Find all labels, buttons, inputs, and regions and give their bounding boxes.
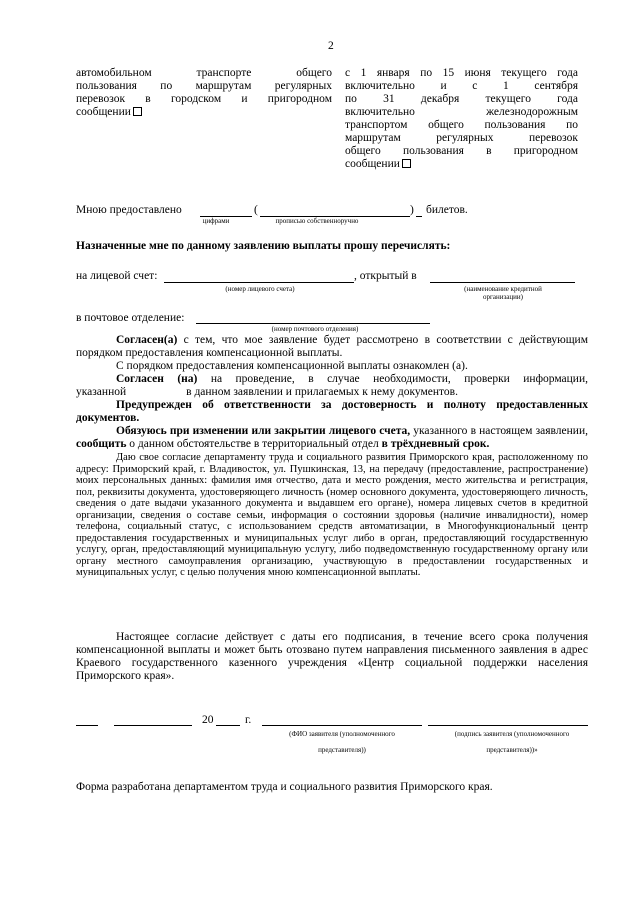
caption-signature: (подпись заявителя (уполномоченного представителя))» <box>454 730 570 754</box>
account-opened-label: , открытый в <box>354 270 417 282</box>
page-number: 2 <box>328 40 334 52</box>
underscore <box>416 216 422 217</box>
right-line-5: транспортом общего пользования по <box>345 119 578 131</box>
right-line-6: маршрутам регулярных перевозок <box>345 132 578 144</box>
paragraph-agree-check-2: указанной в данном заявлении и прилагаемых к нему документов. <box>76 386 458 398</box>
paragraph-agree-check: Согласен (на) на проведение, в случае необходимости, проверки информации, <box>116 373 588 385</box>
tickets-row <box>76 204 496 218</box>
year-prefix: 20 <box>202 714 214 726</box>
left-line-3: перевозок в городском и пригородном <box>76 93 332 105</box>
right-line-2: включительно и с 1 сентября <box>345 80 578 92</box>
right-line-4: включительно железнодорожным <box>345 106 578 118</box>
right-column <box>345 67 578 171</box>
bank-name-field[interactable] <box>430 282 575 283</box>
paren-open: ( <box>254 204 258 216</box>
tickets-prefix: Мною предоставлено <box>76 204 182 216</box>
paragraph-warned: Предупрежден об ответственности за достоверность и полноту предоставленных документов. <box>76 399 588 424</box>
paragraph-familiar: С порядком предоставления компенсационной выплаты ознакомлен (а). <box>116 360 468 372</box>
post-office-field[interactable] <box>196 323 430 324</box>
payment-heading: Назначенные мне по данному заявлению выплаты прошу перечислять: <box>76 240 451 252</box>
right-line-7: общего пользования в пригородном <box>345 145 578 157</box>
paragraph-undertake: Обязуюсь при изменении или закрытии лицевого счета, указанного в настоящем заявлении, сообщить о данном обстоятельстве в территориальный отдел в трёхдневный срок. <box>76 425 588 450</box>
checkbox[interactable] <box>402 159 411 168</box>
caption-account: (номер лицевого счета) <box>225 285 295 293</box>
account-label: на лицевой счет: <box>76 270 158 282</box>
left-column <box>76 67 332 119</box>
right-line-1: с 1 января по 15 июня текущего года <box>345 67 578 79</box>
post-label: в почтовое отделение: <box>76 312 185 324</box>
year-field[interactable] <box>216 725 240 726</box>
signature-field[interactable] <box>428 725 588 726</box>
left-line-4: сообщении <box>76 106 332 119</box>
paragraph-validity: Настоящее согласие действует с даты его подписания, в течение всего срока получения компенсационной выплаты и может быть отозвано путем направления письменного заявления в адрес Краевого государственного казенного учреждения «Центр социальной поддержки населения Приморского края». <box>76 631 588 682</box>
checkbox[interactable] <box>133 107 142 116</box>
caption-fio: (ФИО заявителя (уполномоченного представителя)) <box>289 730 395 754</box>
caption-bank: (наименование кредитной организации) <box>464 285 542 301</box>
fio-field[interactable] <box>262 725 422 726</box>
account-number-field[interactable] <box>164 282 354 283</box>
paragraph-agree-review: Согласен(а) с тем, что мое заявление будет рассмотрено в соответствии с действующим порядком предоставления компенсационной выплаты. <box>76 334 588 359</box>
caption-words: прописью собственноручно <box>275 217 359 225</box>
right-line-8: сообщении <box>345 158 578 171</box>
day-field[interactable] <box>76 725 98 726</box>
year-suffix: г. <box>245 714 252 726</box>
paren-close: ) <box>410 204 414 216</box>
form-footer: Форма разработана департаментом труда и социального развития Приморского края. <box>76 781 493 793</box>
paragraph-consent: Даю свое согласие департаменту труда и социального развития Приморского края, расположенному по адресу: Приморский край, г. Владивосток, ул. Пушкинская, 13, на передачу (предоставление, распространение) моих персональных данных: фамилия имя отчество, дата и место рождения, место жительства и регистрация, пол, реквизиты документа, удостоверяющего личность (номер основного документа, удостоверяющего личность, сведения о дате выдачи указанного документа и выдавшем его органе), номера лицевых счетов в кредитной организации, сведения о составе семьи, информация о состоянии здоровья (наличие инвалидности), номер телефона, социальный статус, с использованием средств автоматизации, в Многофункциональный центр предоставления государственных и муниципальных услуг либо в орган, предоставляющий государственную услугу, орган, предоставляющий муниципальную услугу, либо подведомственную государственному органу или органу местного самоуправления организацию, участвующую в предоставлении государственных и муниципальных услуг, с целью получения мною компенсационной выплаты. <box>76 452 588 578</box>
right-line-3: по 31 декабря текущего года <box>345 93 578 105</box>
caption-post: (номер почтового отделения) <box>271 325 359 333</box>
left-line-2: пользования по маршрутам регулярных <box>76 80 332 92</box>
month-field[interactable] <box>114 725 192 726</box>
caption-digits: цифрами <box>202 217 230 225</box>
tickets-suffix: билетов. <box>426 204 468 216</box>
left-line-1: автомобильном транспорте общего <box>76 67 332 79</box>
